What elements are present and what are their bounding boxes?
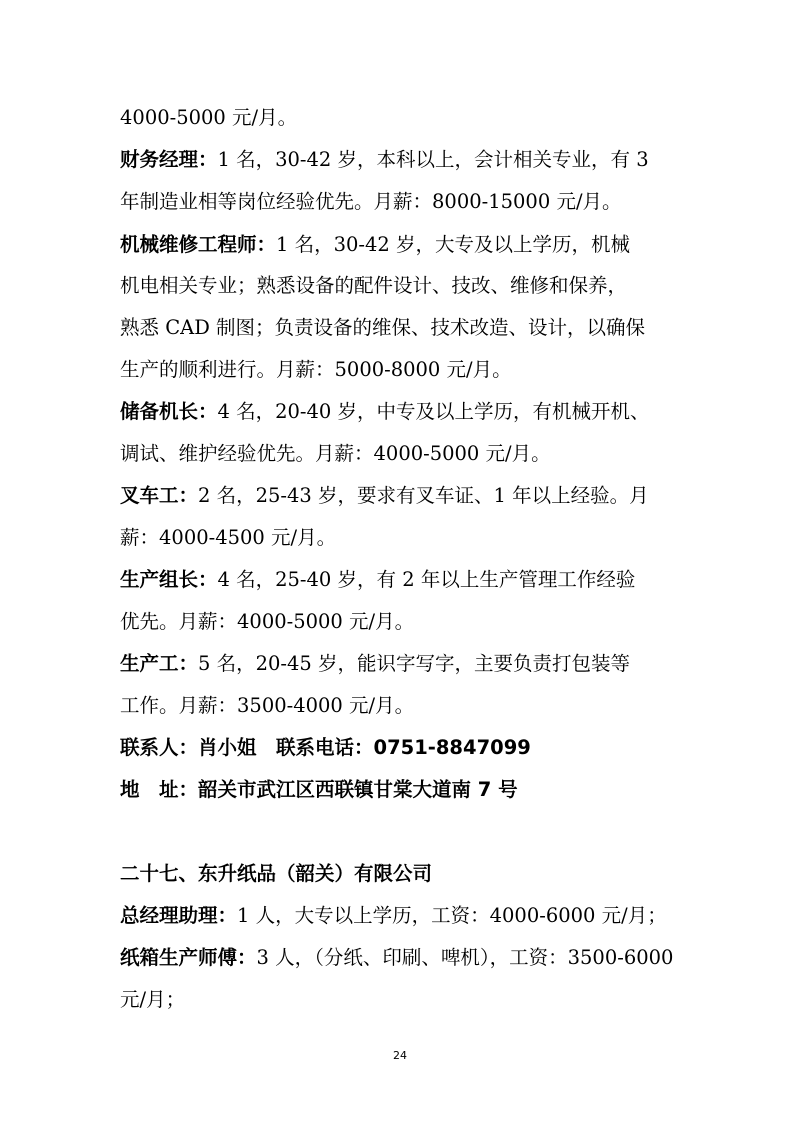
line-label: 纸箱生产师傅： [120, 946, 257, 969]
line-text: 薪：4000-4500 元/月。 [120, 526, 337, 549]
line-label: 储备机长： [120, 400, 218, 423]
line-text: 1 名，30-42 岁，本科以上，会计相关专业，有 3 [217, 148, 649, 171]
line-text: 1 名，30-42 岁，大专及以上学历，机械 [276, 233, 631, 256]
line-text: 4000-5000 元/月。 [120, 106, 298, 129]
text-line [120, 433, 700, 475]
section-heading [120, 853, 700, 895]
line-text: 工作。月薪：3500-4000 元/月。 [120, 694, 415, 717]
line-text: 元/月； [120, 988, 186, 1011]
text-line [120, 139, 700, 181]
line-text: 4 名，25-40 岁，有 2 年以上生产管理工作经验 [217, 568, 636, 591]
text-line [120, 685, 700, 727]
text-line [120, 224, 700, 266]
page-number: 24 [393, 1049, 407, 1062]
line-text: 3 人，（分纸、印刷、啤机），工资：3500-6000 [256, 946, 674, 969]
line-label: 生产工： [120, 652, 199, 675]
line-text: 1 人，大专以上学历，工资：4000-6000 元/月； [237, 904, 667, 927]
line-text: 机电相关专业；熟悉设备的配件设计、技改、维修和保养， [120, 274, 628, 297]
line-text: 4 名，20-40 岁，中专及以上学历，有机械开机、 [217, 400, 650, 423]
line-label: 机械维修工程师： [120, 233, 277, 256]
line-label: 叉车工： [120, 484, 199, 507]
line-text: 生产的顺利进行。月薪：5000-8000 元/月。 [120, 358, 512, 381]
text-line [120, 895, 700, 937]
line-text: 优先。月薪：4000-5000 元/月。 [120, 610, 415, 633]
line-text: 调试、维护经验优先。月薪：4000-5000 元/月。 [120, 442, 551, 465]
text-line [120, 181, 700, 223]
text-line [120, 475, 700, 517]
line-text: 2 名，25-43 岁，要求有叉车证、1 年以上经验。月 [198, 484, 649, 507]
line-text: 熟悉 CAD 制图；负责设备的维保、技术改造、设计，以确保 [120, 316, 646, 339]
line-label: 总经理助理： [120, 904, 238, 927]
text-line [120, 391, 700, 433]
text-line [120, 559, 700, 601]
text-line [120, 517, 700, 559]
line-label: 财务经理： [120, 148, 218, 171]
text-line [120, 769, 700, 811]
contact-line: 联系人：肖小姐 联系电话：0751-8847099 [120, 736, 531, 759]
line-text: 5 名，20-45 岁，能识字写字，主要负责打包装等 [198, 652, 631, 675]
text-line [120, 97, 700, 139]
line-label: 生产组长： [120, 568, 218, 591]
company-heading: 二十七、东升纸品（韶关）有限公司 [120, 862, 433, 885]
text-line [120, 349, 700, 391]
text-line [120, 979, 700, 1021]
text-line [120, 265, 700, 307]
text-line [120, 601, 700, 643]
text-line [120, 307, 700, 349]
text-line [120, 937, 700, 979]
text-line [120, 727, 700, 769]
line-text: 年制造业相等岗位经验优先。月薪：8000-15000 元/月。 [120, 190, 622, 213]
address-line: 地 址：韶关市武江区西联镇甘棠大道南 7 号 [120, 778, 518, 801]
text-line [120, 643, 700, 685]
